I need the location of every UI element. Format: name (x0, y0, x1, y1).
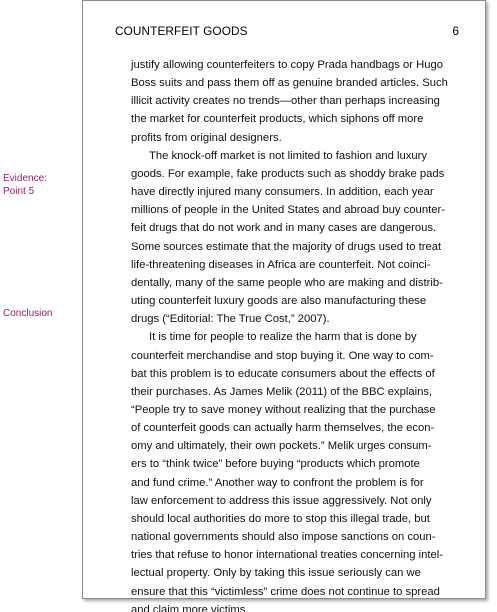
text-line: “People try to save money without realizing that the purchase (131, 403, 436, 416)
text-line: of counterfeit goods can actually harm themselves, the econ- (131, 422, 435, 435)
text-line: national governments should also impose sanctions on coun- (131, 531, 436, 544)
text-line: their purchases. As James Melik (2011) of the BBC explains, (131, 385, 433, 398)
text-line: uting counterfeit luxury goods are also manufacturing these (131, 295, 427, 308)
text-line: tries that refuse to honor international treaties concerning intel- (131, 549, 444, 562)
text-line: and fund crime.” Another way to confront the problem is for (131, 476, 424, 489)
text-line: omy and ultimately, their own pockets.” Melik urges consum- (131, 440, 432, 453)
margin-note-evidence-line: Evidence: (3, 173, 47, 184)
margin-note-evidence (3, 173, 78, 198)
text-line: life-threatening diseases in Africa are counterfeit. Not coinci- (131, 258, 431, 271)
paper-page (82, 0, 486, 612)
text-line: illicit activity creates no trends—other than perhaps increasing (131, 95, 440, 108)
text-line: millions of people in the United States and abroad buy counter- (131, 204, 445, 217)
margin-note-evidence-line: Point 5 (3, 185, 35, 197)
text-line: It is time for people to realize the harm that is done by (149, 331, 417, 344)
text-line: ers to “think twice” before buying “products which promote (131, 458, 420, 471)
text-line: should local authorities do more to stop this illegal trade, but (131, 512, 430, 525)
page-number: 6 (452, 24, 459, 38)
text-line: goods. For example, fake products such as shoddy brake pads (131, 167, 445, 180)
text-line: justify allowing counterfeiters to copy Prada handbags or Hugo (131, 59, 444, 71)
running-head-title: COUNTERFEIT GOODS (115, 24, 248, 38)
paragraph (131, 56, 450, 147)
text-line: bat this problem is to educate consumers about the effects of (131, 367, 435, 380)
running-header (115, 24, 459, 40)
text-line: dentally, many of the same people who are making and distrib- (131, 276, 443, 289)
text-line: counterfeit merchandise and stop buying it. One way to com- (131, 349, 434, 362)
text-line: have directly injured many consumers. In addition, each year (131, 186, 434, 199)
text-line: The knock-off market is not limited to fashion and luxury (149, 149, 428, 162)
text-line: law enforcement to address this issue aggressively. Not only (131, 494, 432, 507)
paragraph (131, 328, 450, 612)
paragraph (131, 147, 450, 329)
text-line: profits from original designers. (131, 131, 282, 144)
text-line: ensure that this “victimless” crime does not continue to spread (131, 585, 440, 598)
text-line: Boss suits and pass them off as genuine branded articles. Such (131, 77, 448, 90)
margin-note-conclusion: Conclusion (3, 308, 53, 319)
text-line: drugs (“Editorial: The True Cost,” 2007). (131, 313, 330, 326)
text-line: and claim more victims. (131, 603, 249, 612)
text-line: the market for counterfeit products, which siphons off more (131, 113, 424, 126)
text-line: feit drugs that do not work and in many cases are dangerous. (131, 222, 437, 235)
body-text (131, 56, 450, 612)
text-line: lectual property. Only by taking this issue seriously can we (131, 567, 421, 580)
text-line: Some sources estimate that the majority of drugs used to treat (131, 240, 442, 253)
